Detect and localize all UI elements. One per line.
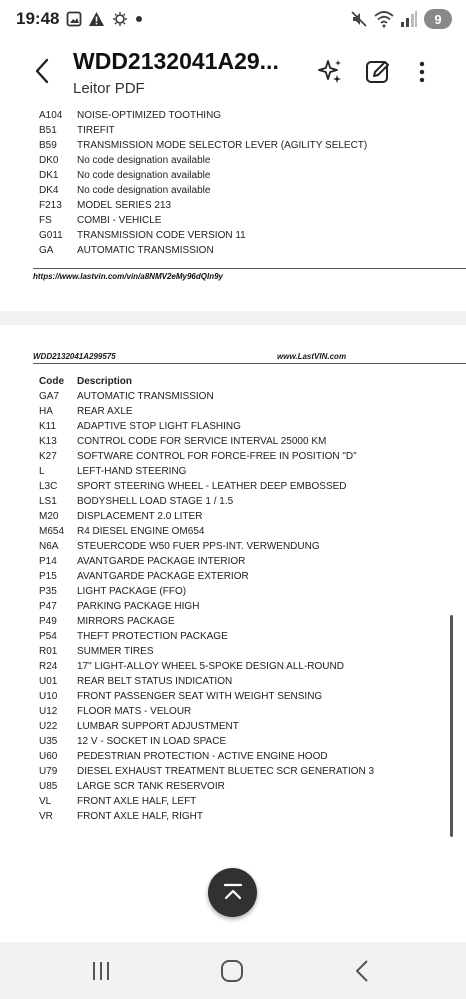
row-desc: DIESEL EXHAUST TREATMENT BLUETEC SCR GENERATION 3 <box>77 766 375 777</box>
row-code: LS1 <box>39 496 57 507</box>
row-code: B59 <box>39 140 57 151</box>
row-code: U60 <box>39 751 58 762</box>
row-code: F213 <box>39 200 62 211</box>
warning-icon <box>88 11 105 27</box>
row-code: U22 <box>39 721 58 732</box>
battery-icon <box>424 9 452 29</box>
row-code: P35 <box>39 586 57 597</box>
row-desc: ADAPTIVE STOP LIGHT FLASHING <box>77 421 241 432</box>
row-code: U01 <box>39 676 58 687</box>
row-code: U12 <box>39 706 58 717</box>
recent-apps-icon[interactable] <box>88 958 114 984</box>
status-icons-left <box>66 11 143 27</box>
row-desc: PARKING PACKAGE HIGH <box>77 601 200 612</box>
row-code: U85 <box>39 781 58 792</box>
column-header-code: Code <box>39 376 64 387</box>
home-icon[interactable] <box>219 958 245 984</box>
back-icon[interactable] <box>350 958 376 984</box>
row-desc: LARGE SCR TANK RESERVOIR <box>77 781 225 792</box>
row-desc: PEDESTRIAN PROTECTION - ACTIVE ENGINE HOOD <box>77 751 328 762</box>
row-desc: AUTOMATIC TRANSMISSION <box>77 391 214 402</box>
system-nav-bar <box>0 942 466 999</box>
vin-header: WDD2132041A299575 <box>33 352 116 361</box>
signal-icon <box>400 10 418 28</box>
dot-icon <box>135 11 143 27</box>
row-desc: SUMMER TIRES <box>77 646 154 657</box>
pdf-page-2 <box>0 325 466 942</box>
row-desc: FLOOR MATS - VELOUR <box>77 706 192 717</box>
more-vert-icon[interactable] <box>408 58 436 86</box>
sparkle-icon[interactable] <box>316 58 344 86</box>
row-code: DK1 <box>39 170 59 181</box>
header-divider <box>33 363 466 364</box>
row-desc: AVANTGARDE PACKAGE INTERIOR <box>77 556 246 567</box>
row-code: G011 <box>39 230 63 241</box>
battery-level: 9 <box>434 11 442 27</box>
row-desc: No code designation available <box>77 185 211 196</box>
row-desc: FRONT AXLE HALF, LEFT <box>77 796 197 807</box>
row-desc: MODEL SERIES 213 <box>77 200 172 211</box>
row-desc: MIRRORS PACKAGE <box>77 616 175 627</box>
document-title: WDD2132041A29... <box>73 48 279 74</box>
scrollbar-thumb[interactable] <box>450 615 453 837</box>
row-desc: LIGHT PACKAGE (FFO) <box>77 586 187 597</box>
row-code: P54 <box>39 631 57 642</box>
row-code: U35 <box>39 736 58 747</box>
row-code: DK4 <box>39 185 59 196</box>
row-code: VL <box>39 796 52 807</box>
gallery-icon <box>66 11 82 27</box>
row-desc: TIREFIT <box>77 125 115 136</box>
row-desc: REAR AXLE <box>77 406 133 417</box>
row-desc: TRANSMISSION CODE VERSION 11 <box>77 230 246 241</box>
row-desc: THEFT PROTECTION PACKAGE <box>77 631 228 642</box>
row-code: GA <box>39 245 54 256</box>
row-desc: 12 V - SOCKET IN LOAD SPACE <box>77 736 227 747</box>
row-code: R01 <box>39 646 58 657</box>
row-desc: FRONT AXLE HALF, RIGHT <box>77 811 203 822</box>
row-code: R24 <box>39 661 58 672</box>
row-code: P14 <box>39 556 57 567</box>
row-desc: No code designation available <box>77 155 211 166</box>
app-bar <box>0 40 466 110</box>
row-code: U10 <box>39 691 58 702</box>
row-desc: STEUERCODE W50 FUER PPS-INT. VERWENDUNG <box>77 541 320 552</box>
row-code: B51 <box>39 125 57 136</box>
row-code: K27 <box>39 451 57 462</box>
row-desc: R4 DIESEL ENGINE OM654 <box>77 526 205 537</box>
row-desc: LUMBAR SUPPORT ADJUSTMENT <box>77 721 239 732</box>
row-code: DK0 <box>39 155 59 166</box>
row-desc: NOISE-OPTIMIZED TOOTHING <box>77 110 222 121</box>
scroll-to-top-button[interactable] <box>208 868 257 917</box>
row-code: N6A <box>39 541 59 552</box>
row-desc: REAR BELT STATUS INDICATION <box>77 676 233 687</box>
edit-icon[interactable] <box>364 58 392 86</box>
row-desc: CONTROL CODE FOR SERVICE INTERVAL 25000 KM <box>77 436 327 447</box>
row-code: U79 <box>39 766 58 777</box>
app-subtitle: Leitor PDF <box>73 80 145 97</box>
row-desc: FRONT PASSENGER SEAT WITH WEIGHT SENSING <box>77 691 323 702</box>
status-bar <box>0 0 466 40</box>
row-desc: No code designation available <box>77 170 211 181</box>
row-code: HA <box>39 406 53 417</box>
weather-icon <box>111 11 129 27</box>
row-desc: BODYSHELL LOAD STAGE 1 / 1.5 <box>77 496 234 507</box>
row-code: M654 <box>39 526 65 537</box>
row-desc: LEFT-HAND STEERING <box>77 466 187 477</box>
mute-icon <box>350 10 368 28</box>
site-header: www.LastVIN.com <box>277 352 347 361</box>
row-code: K11 <box>39 421 57 432</box>
wifi-icon <box>374 10 394 28</box>
row-desc: TRANSMISSION MODE SELECTOR LEVER (AGILITY SELECT) <box>77 140 368 151</box>
row-code: L3C <box>39 481 58 492</box>
row-code: GA7 <box>39 391 60 402</box>
row-code: M20 <box>39 511 59 522</box>
row-code: FS <box>39 215 52 226</box>
column-header-description: Description <box>77 376 133 387</box>
row-desc: DISPLACEMENT 2.0 LITER <box>77 511 203 522</box>
row-code: VR <box>39 811 53 822</box>
row-desc: SPORT STEERING WHEEL - LEATHER DEEP EMBOSSED <box>77 481 347 492</box>
row-desc: SOFTWARE CONTROL FOR FORCE-FREE IN POSITION "D" <box>77 451 357 462</box>
pdf-page-1 <box>0 110 466 311</box>
row-code: A104 <box>39 110 63 121</box>
scroll-to-top-icon <box>221 881 245 905</box>
row-code: L <box>39 466 45 477</box>
row-desc: AUTOMATIC TRANSMISSION <box>77 245 214 256</box>
row-desc: AVANTGARDE PACKAGE EXTERIOR <box>77 571 249 582</box>
source-url[interactable]: https://www.lastvin.com/vin/a8NMV2eMy96dQln9y <box>33 272 223 281</box>
row-code: P47 <box>39 601 57 612</box>
status-icons-right <box>350 9 452 29</box>
row-code: K13 <box>39 436 57 447</box>
row-code: P49 <box>39 616 57 627</box>
row-desc: 17" LIGHT-ALLOY WHEEL 5-SPOKE DESIGN ALL-ROUND <box>77 661 344 672</box>
page-divider <box>33 268 466 269</box>
row-code: P15 <box>39 571 57 582</box>
row-desc: COMBI - VEHICLE <box>77 215 162 226</box>
back-arrow-icon[interactable] <box>28 56 58 86</box>
status-time: 19:48 <box>16 9 60 28</box>
